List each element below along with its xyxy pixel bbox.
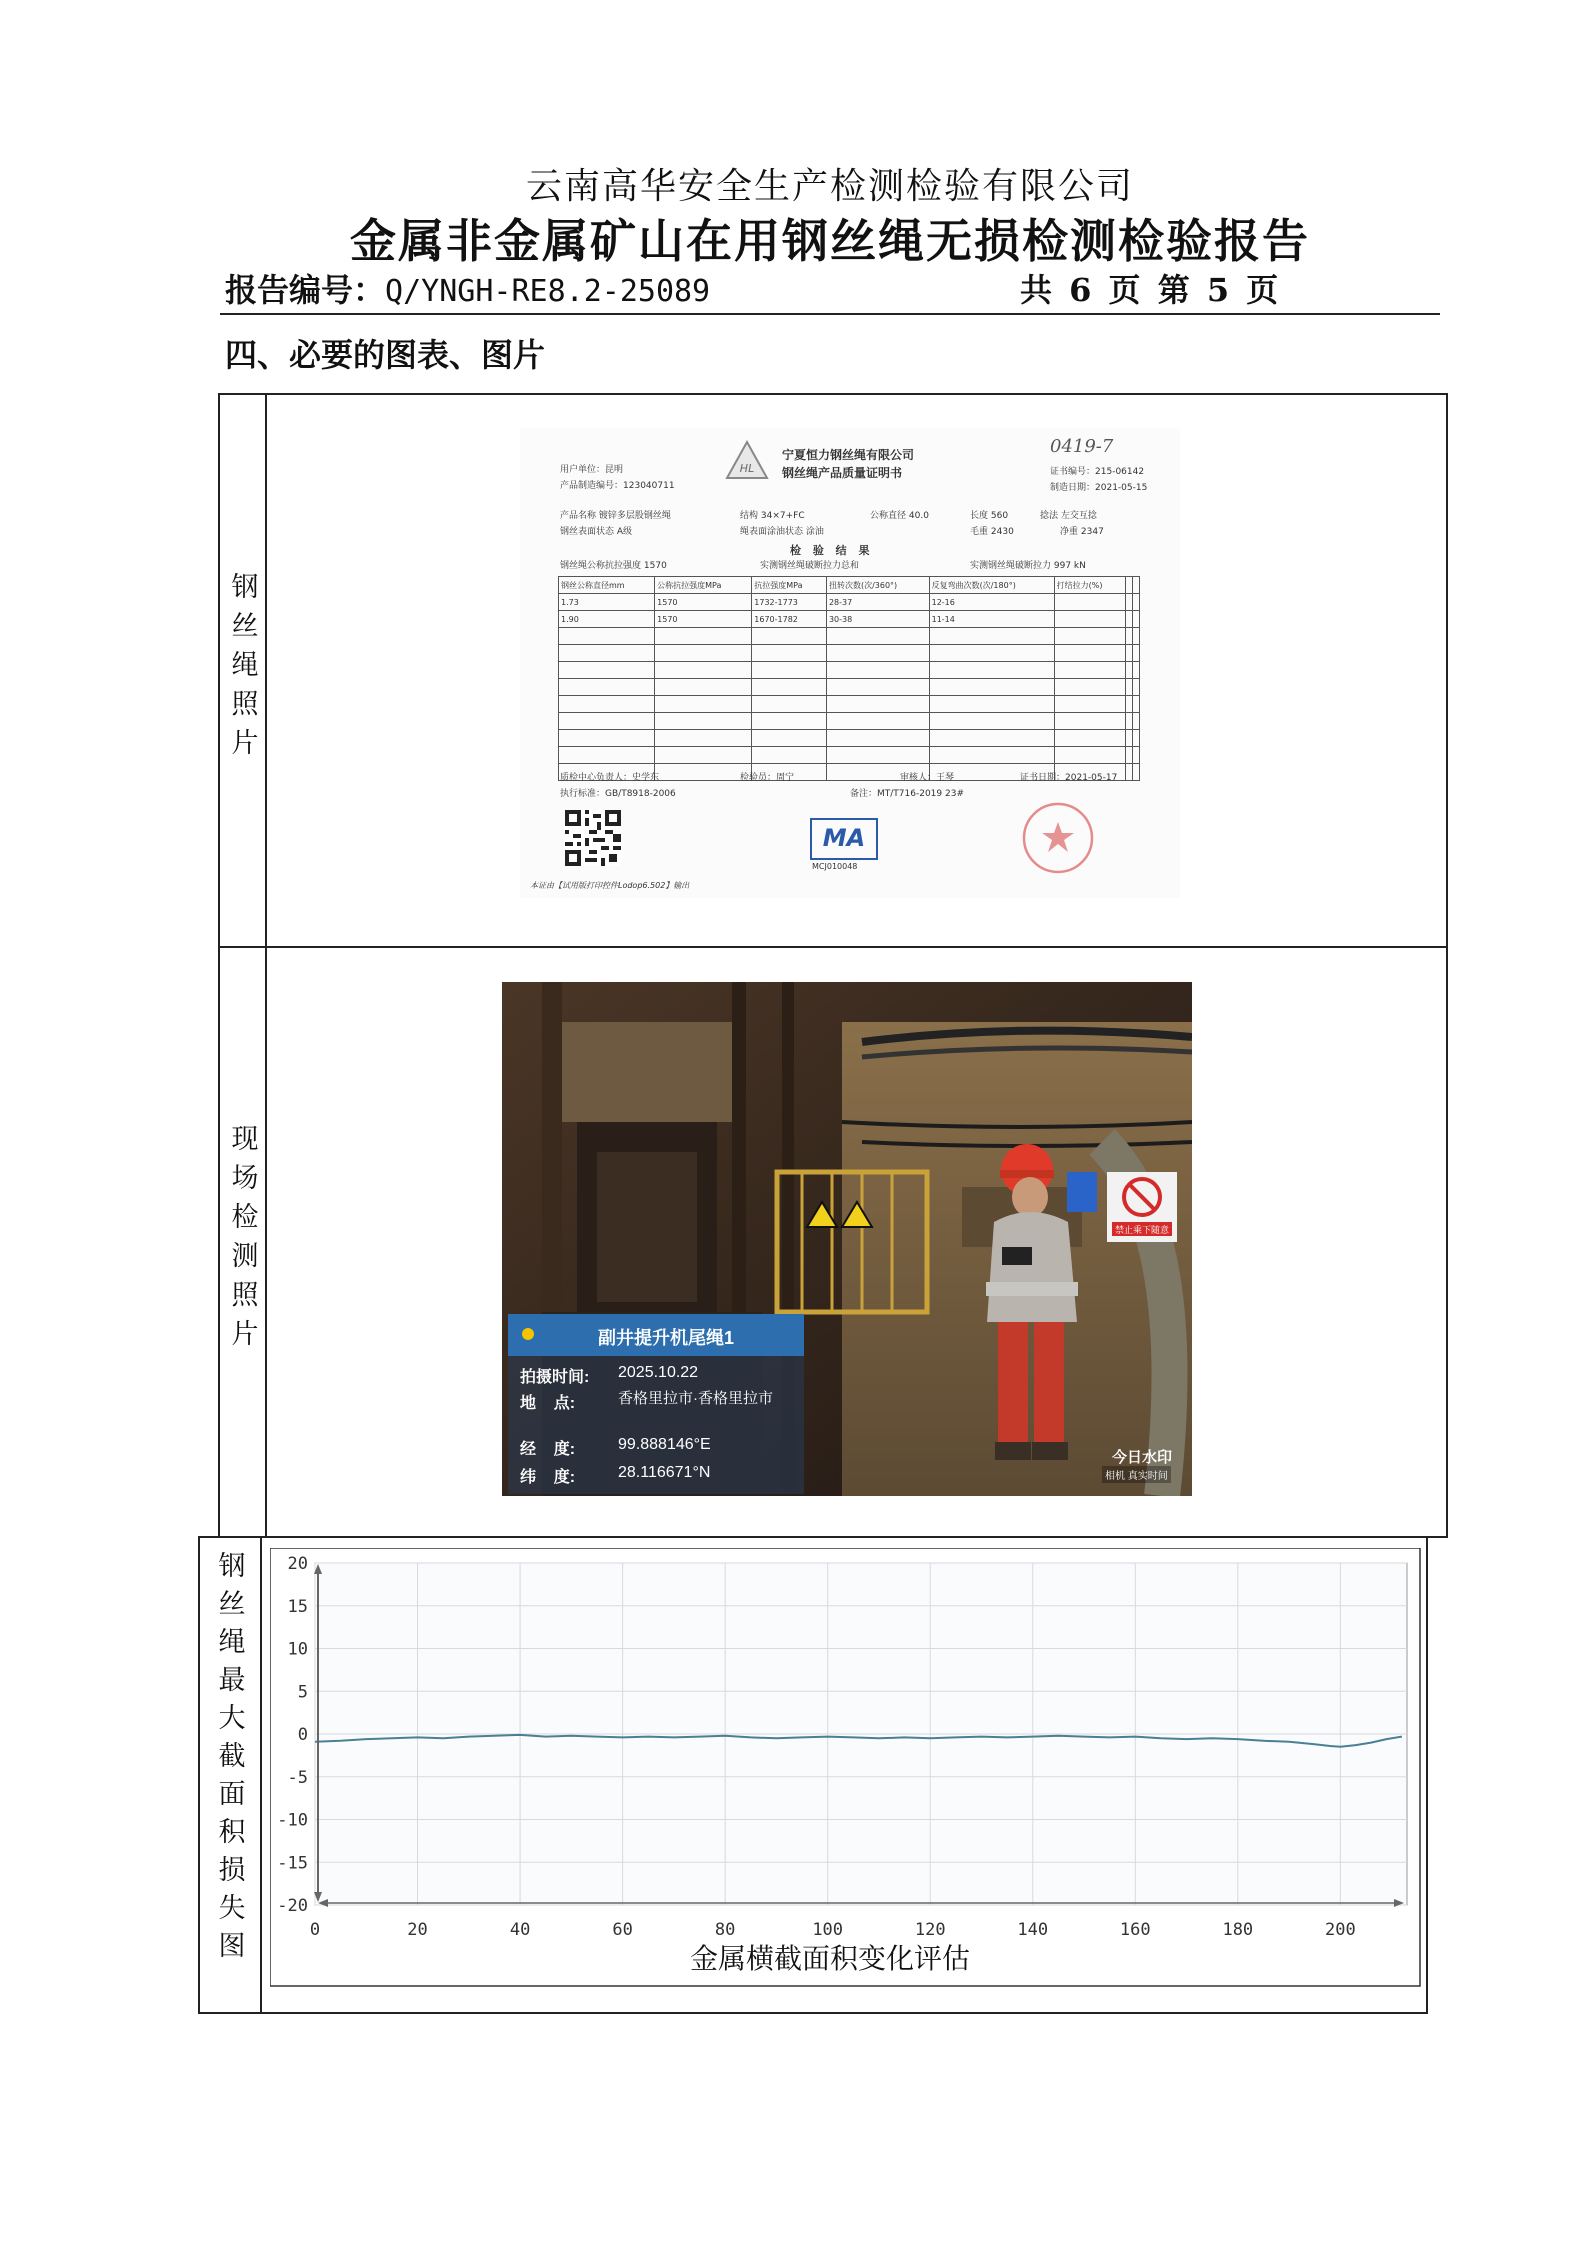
y-tick-label: 10	[287, 1639, 308, 1660]
cert-results-table	[558, 576, 1140, 781]
checker-label: 检验员：	[740, 773, 777, 783]
report-number-label: 报告编号：	[225, 271, 386, 309]
x-tick-label: 160	[1119, 1920, 1151, 1940]
remark-value: MT/T716-2019 23#	[877, 789, 964, 799]
x-tick-labels	[310, 1920, 1356, 1940]
photo-lat: 28.116671°N	[618, 1464, 711, 1481]
table-cell: 30-38	[826, 611, 929, 628]
x-tick-label: 40	[509, 1920, 531, 1940]
cert-contract: 123040711	[623, 481, 675, 491]
product-value: 镀锌多层股钢丝绳	[598, 511, 671, 521]
reviewer-value: 王琴	[936, 773, 955, 783]
reviewer-label: 审核人：	[900, 773, 937, 783]
company-logo-icon	[725, 440, 769, 480]
watermark-brand: 今日水印	[1112, 1449, 1173, 1466]
table-cell: 1732-1773	[752, 594, 827, 611]
grease-value: 涂油	[805, 527, 824, 537]
y-tick-label: -15	[277, 1853, 308, 1874]
photo-caption: 副井提升机尾绳1	[598, 1328, 735, 1348]
cert-row-divider	[265, 393, 267, 948]
standard-value: GB/T8918-2006	[605, 789, 676, 799]
length-value: 560	[990, 511, 1009, 521]
y-tick-label: -5	[287, 1767, 308, 1788]
surface-value: A级	[616, 527, 633, 537]
weight-label: 毛重	[970, 527, 989, 537]
chart-row-divider	[260, 1536, 262, 2014]
standard-label: 执行标准：	[560, 789, 606, 799]
chart-row-top-left	[198, 1536, 218, 1538]
product-label: 产品名称	[560, 511, 597, 521]
diameter-value: 40.0	[908, 511, 929, 521]
net-value: 2347	[1080, 527, 1104, 537]
results-title: 检 验 结 果	[790, 544, 874, 557]
report-number-value: Q/YNGH-RE8.2-25089	[385, 274, 711, 309]
x-tick-label: 20	[407, 1920, 428, 1940]
x-tick-label: 140	[1017, 1920, 1049, 1940]
ma-mark-text: MA	[822, 824, 866, 852]
caption-bar	[508, 1314, 804, 1356]
svg-text:HL: HL	[739, 462, 755, 475]
report-number	[225, 265, 710, 311]
cert-no: 215-06142	[1095, 467, 1145, 477]
page-indicator: 共 6 页 第 5 页	[1020, 271, 1279, 309]
y-tick-label: -10	[277, 1810, 308, 1831]
y-tick-label: 20	[287, 1554, 308, 1574]
inspector-label: 质检中心负责人：	[560, 773, 633, 783]
strength-label: 钢丝绳公称抗拉强度	[560, 561, 642, 571]
warning-sign-text: 禁止乘下随意	[1114, 1226, 1170, 1236]
photo-lon-label: 经 度:	[520, 1441, 576, 1458]
section-title: 四、必要的图表、图片	[225, 336, 546, 374]
grease-label: 绳表面涂油状态	[740, 527, 804, 537]
site-row-label: 现场检测照片	[231, 1124, 259, 1350]
min-break-label: 实测钢丝绳破断拉力	[970, 561, 1052, 571]
table-cell: 1.73	[559, 594, 655, 611]
table-cell: 12-16	[929, 594, 1054, 611]
table-header: 公称抗拉强度MPa	[655, 577, 752, 594]
photo-place-label: 地 点:	[520, 1395, 576, 1412]
x-axis-label: 金属横截面积变化评估	[689, 1942, 971, 1975]
table-header: 反复弯曲次数(次/180°)	[929, 577, 1054, 594]
cert-date-label: 制造日期：	[1050, 483, 1096, 493]
photo-watermark-panel	[508, 1314, 804, 1494]
strength-value: 1570	[643, 561, 667, 571]
y-tick-labels	[277, 1554, 308, 1916]
company-seal-icon	[1020, 800, 1096, 876]
ma-code: MCJ010048	[812, 862, 858, 871]
x-tick-label: 200	[1324, 1920, 1356, 1940]
photo-time: 2025.10.22	[618, 1364, 699, 1381]
photo-time-label: 拍摄时间:	[520, 1369, 590, 1386]
cert-customer-label: 用户单位：	[560, 465, 606, 475]
table-header: 抗拉强度MPa	[752, 577, 827, 594]
table-cell	[1054, 594, 1125, 611]
table-header: 钢丝公称直径mm	[559, 577, 655, 594]
length-label: 长度	[970, 511, 989, 521]
handwritten-number: 0419-7	[1050, 436, 1114, 457]
cert-company: 宁夏恒力钢丝绳有限公司	[782, 448, 915, 462]
cert-doc-title: 钢丝绳产品质量证明书	[782, 466, 903, 480]
diameter-label: 公称直径	[870, 511, 907, 521]
inspector-value: 史学东	[632, 773, 660, 783]
checker-value: 周宁	[776, 773, 795, 783]
qr-code-icon	[565, 810, 621, 866]
table-cell	[1054, 611, 1125, 628]
table-cell: 1.90	[559, 611, 655, 628]
remark-label: 备注：	[850, 789, 878, 799]
header-divider	[220, 313, 1440, 315]
table-cell: 28-37	[826, 594, 929, 611]
break-label: 实测钢丝绳破断拉力总和	[760, 561, 860, 571]
x-tick-label: 60	[612, 1920, 633, 1940]
weight-value: 2430	[990, 527, 1014, 537]
min-break-value: 997 kN	[1053, 561, 1086, 571]
table-cell: 11-14	[929, 611, 1054, 628]
report-title: 金属非金属矿山在用钢丝绳无损检测检验报告	[350, 214, 1310, 268]
site-row-divider	[265, 946, 267, 1538]
y-tick-label: 0	[297, 1725, 308, 1745]
x-tick-label: 120	[914, 1920, 946, 1940]
lay-label: 捻法	[1040, 511, 1059, 521]
cert-footnote: 本证由【试用版打印控件Lodop6.502】输出	[530, 881, 690, 890]
table-cell: 1570	[655, 594, 752, 611]
cert-row-label: 钢丝绳照片	[231, 572, 259, 759]
y-tick-label: -20	[277, 1896, 308, 1916]
quality-certificate	[520, 428, 1180, 898]
cert-no-label: 证书编号：	[1050, 467, 1096, 477]
surface-label: 钢丝表面状态	[560, 527, 615, 537]
table-cell: 1670-1782	[752, 611, 827, 628]
table-header: 扭转次数(次/360°)	[826, 577, 929, 594]
structure-label: 结构	[740, 511, 759, 521]
net-label: 净重	[1060, 527, 1079, 537]
company-name: 云南高华安全生产检测检验有限公司	[525, 166, 1134, 207]
photo-lon: 99.888146°E	[618, 1436, 711, 1453]
chart-row-label: 钢丝绳最大截面积损失图	[218, 1551, 246, 1962]
issue-date-value: 2021-05-17	[1065, 773, 1118, 783]
caption-dot-icon	[522, 1328, 534, 1340]
cert-contract-label: 产品制造编号：	[560, 481, 624, 491]
y-tick-label: 5	[297, 1682, 308, 1703]
x-tick-label: 0	[309, 1920, 321, 1940]
watermark-sub: 相机 真实时间	[1102, 1466, 1171, 1483]
x-tick-label: 80	[714, 1920, 736, 1940]
cert-customer: 昆明	[605, 465, 624, 475]
x-tick-label: 180	[1222, 1920, 1254, 1940]
table-cell: 1570	[655, 611, 752, 628]
photo-lat-label: 纬 度:	[520, 1469, 576, 1486]
table-header: 打结拉力(%)	[1054, 577, 1125, 594]
ma-mark-icon	[810, 818, 878, 860]
photo-place: 香格里拉市·香格里拉市	[618, 1390, 773, 1407]
table-header-row	[559, 577, 1140, 594]
loss-chart	[270, 1548, 1430, 1988]
cert-date: 2021-05-15	[1095, 483, 1148, 493]
y-tick-label: 15	[287, 1596, 308, 1617]
structure-value: 34×7+FC	[760, 511, 805, 521]
site-photo	[502, 982, 1192, 1496]
x-tick-label: 100	[812, 1920, 844, 1940]
lay-value: 左交互捻	[1060, 511, 1097, 521]
table-row	[559, 594, 1140, 611]
table-row	[559, 611, 1140, 628]
issue-date-label: 证书日期：	[1020, 773, 1066, 783]
